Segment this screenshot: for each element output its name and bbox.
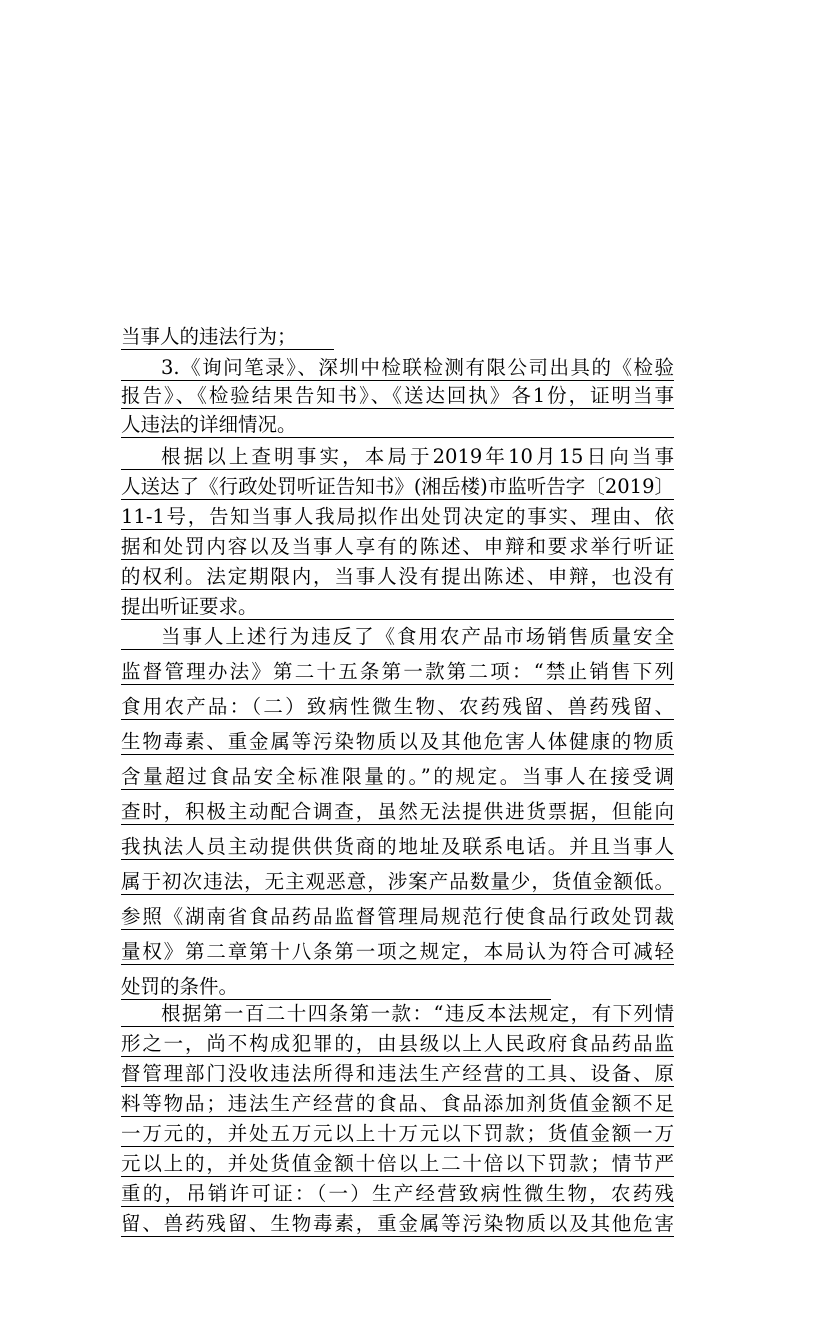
text-line: 当事人上述行为违反了《食用农产品市场销售质量安全 [121,624,674,650]
text-line: 报告》、《检验结果告知书》、《送达回执》各1份，证明当事 [121,384,674,407]
text-line: 查时，积极主动配合调查，虽然无法提供进货票据，但能向 [121,800,674,823]
text-line: 生物毒素、重金属等污染物质以及其他危害人体健康的物质 [121,730,674,753]
text-line: 根据第一百二十四条第一款：“违反本法规定，有下列情 [121,1001,674,1027]
text-line: 料等物品；违法生产经营的食品、食品添加剂货值金额不足 [121,1092,674,1115]
text-line: 人违法的详细情况。 [121,412,674,438]
text-line: 11-1号，告知当事人我局拟作出处罚决定的事实、理由、依 [121,505,674,528]
text-line: 量权》第二章第十八条第一项之规定，本局认为符合可减轻 [121,940,674,963]
text-line: 督管理部门没收违法所得和违法生产经营的工具、设备、原 [121,1062,674,1085]
text-line: 一万元的，并处五万元以上十万元以下罚款；货值金额一万 [121,1122,674,1145]
text-line: 属于初次违法，无主观恶意，涉案产品数量少，货值金额低。 [121,870,674,893]
text-line: 的权利。法定期限内，当事人没有提出陈述、申辩，也没有 [121,565,674,588]
text-line: 形之一，尚不构成犯罪的，由县级以上人民政府食品药品监 [121,1032,674,1055]
text-line: 人送达了《行政处罚听证告知书》(湘岳楼)市监听告字〔2019〕 [121,475,674,498]
text-line: 含量超过食品安全标准限量的。”的规定。当事人在接受调 [121,765,674,788]
text-line: 食用农产品：（二）致病性微生物、农药残留、兽药残留、 [121,695,674,718]
text-line: 3.《询问笔录》、深圳中检联检测有限公司出具的《检验 [121,355,674,381]
text-line: 提出听证要求。 [121,594,674,620]
text-line: 据和处罚内容以及当事人享有的陈述、申辩和要求举行听证 [121,535,674,558]
text-line: 元以上的，并处货值金额十倍以上二十倍以下罚款；情节严 [121,1152,674,1175]
text-line: 重的，吊销许可证：（一）生产经营致病性微生物，农药残 [121,1182,674,1205]
text-line: 处罚的条件。 [121,974,551,1000]
text-line: 我执法人员主动提供供货商的地址及联系电话。并且当事人 [121,835,674,858]
text-line: 留、兽药残留、生物毒素，重金属等污染物质以及其他危害 [121,1212,674,1235]
text-line: 当事人的违法行为； [121,324,334,350]
text-line: 根据以上查明事实，本局于2019年10月15日向当事 [121,444,674,470]
text-line: 监督管理办法》第二十五条第一款第二项：“禁止销售下列 [121,660,674,683]
text-line: 参照《湖南省食品药品监督管理局规范行使食品行政处罚裁 [121,905,674,928]
